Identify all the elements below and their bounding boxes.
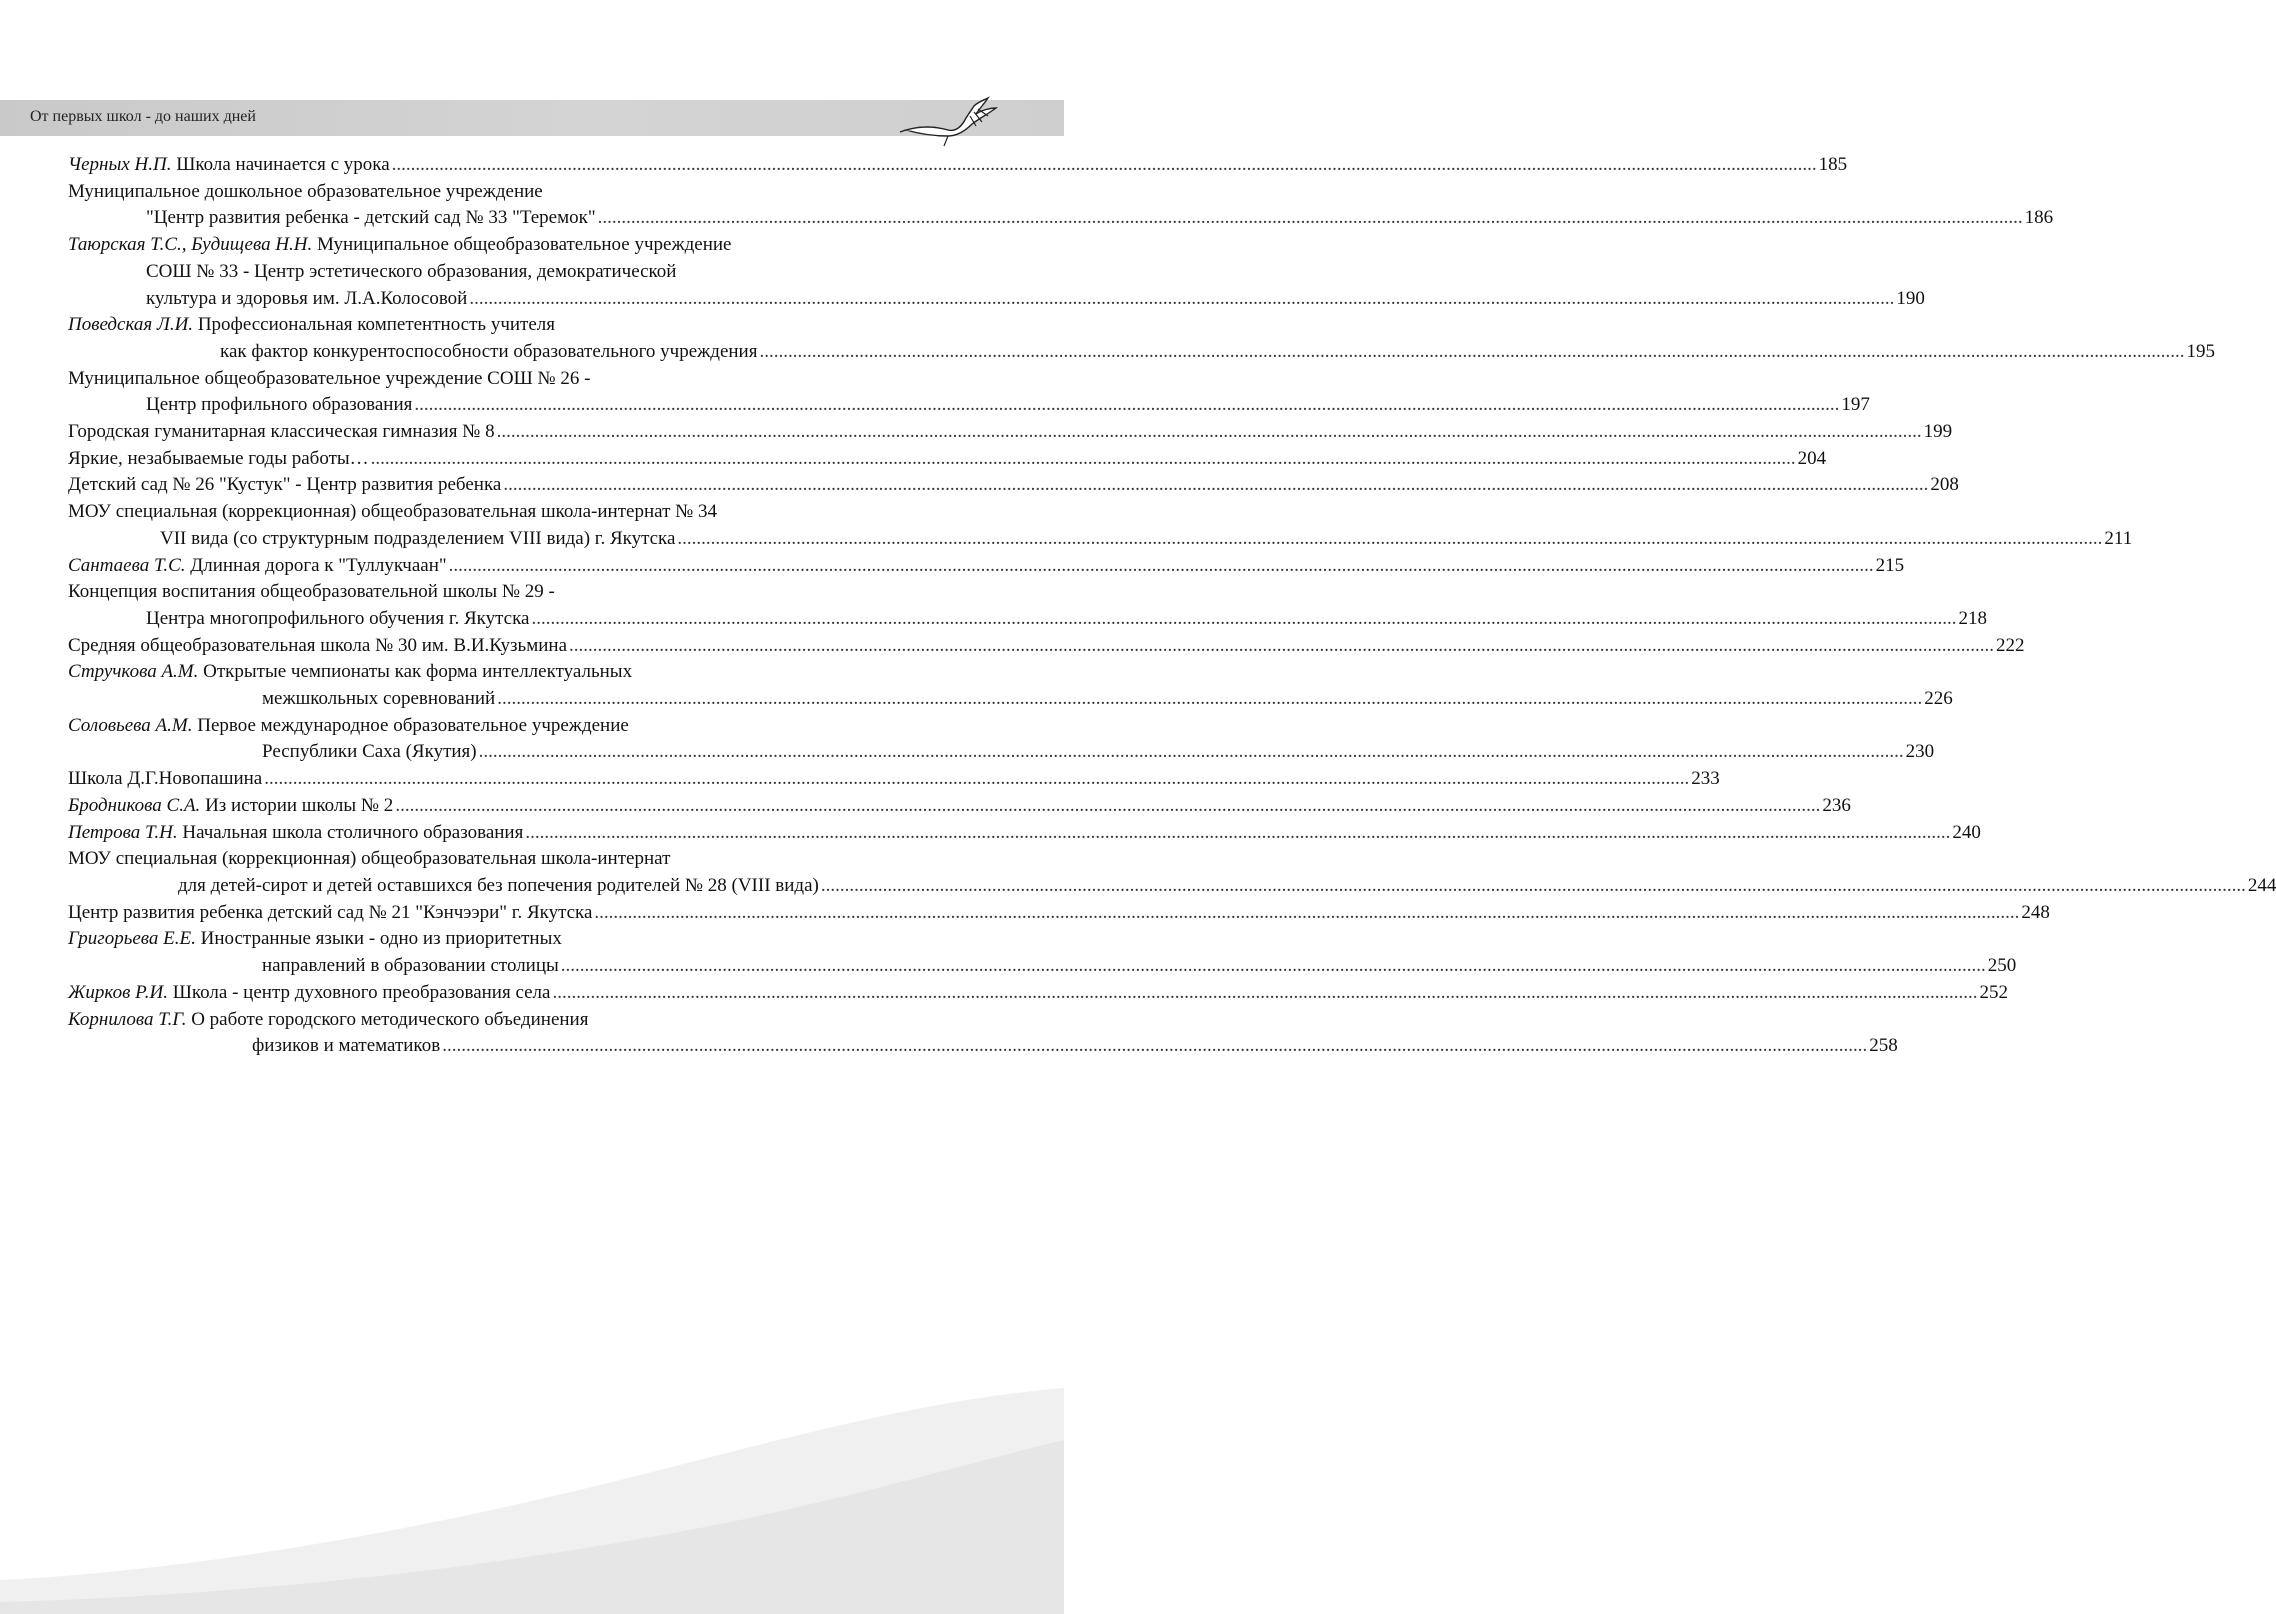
toc-title: МОУ специальная (коррекционная) общеобразовательная школа-интернат № 34 <box>68 501 717 523</box>
toc-line-text <box>68 499 717 526</box>
toc-page-number: 226 <box>1924 688 1953 710</box>
toc-entry <box>68 980 2008 1007</box>
toc-page-number: 208 <box>1930 474 1959 496</box>
toc-leader-dots: ............................................................................................................................................................................................................................................................................................................ <box>478 741 1904 763</box>
toc-page-number: 222 <box>1996 634 2025 656</box>
toc-page-number: 197 <box>1841 394 1870 416</box>
toc-entry <box>68 633 2025 660</box>
toc-title: Иностранные языки - одно из приоритетных <box>200 928 562 950</box>
toc-line-text <box>68 659 632 686</box>
toc-title: Городская гуманитарная классическая гимназия № 8 <box>68 421 495 443</box>
toc-entry <box>68 179 2054 232</box>
toc-page-number: 218 <box>1958 607 1987 629</box>
toc-leader-dots: ............................................................................................................................................................................................................................................................................................................ <box>469 287 1895 309</box>
toc-page-number: 186 <box>2024 207 2054 229</box>
toc-entry <box>68 659 1953 712</box>
toc-title: Школа Д.Г.Новопашина <box>68 768 263 790</box>
toc-leader-dots: ............................................................................................................................................................................................................................................................................................................ <box>820 874 2246 896</box>
toc-line-text <box>68 793 393 820</box>
toc-line-text <box>68 820 523 847</box>
toc-entry <box>68 926 2017 979</box>
toc-leader-dots: ............................................................................................................................................................................................................................................................................................................ <box>594 901 2020 923</box>
toc-line <box>68 900 2050 927</box>
toc-entry <box>68 713 1935 766</box>
toc-page-number: 240 <box>1952 821 1981 843</box>
toc-line-text <box>68 553 447 580</box>
toc-line <box>68 366 992 393</box>
toc-entry <box>68 366 1870 419</box>
toc-line-text <box>146 205 596 232</box>
toc-entry <box>68 419 1953 446</box>
toc-author: Корнилова Т.Г. <box>68 1008 187 1030</box>
toc-line-text <box>160 526 675 553</box>
toc-line-text <box>262 953 559 980</box>
toc-author: Таюрская Т.С., Будищева Н.Н. <box>68 234 313 256</box>
toc-line-text <box>146 286 467 313</box>
toc-line <box>68 392 1870 419</box>
toc-title: Школа - центр духовного преобразования села <box>172 981 551 1003</box>
toc-leader-dots: ............................................................................................................................................................................................................................................................................................................ <box>552 981 1978 1003</box>
toc-leader-dots: ............................................................................................................................................................................................................................................................................................................ <box>442 1035 1868 1057</box>
toc-author: Соловьева А.М. <box>68 714 193 736</box>
toc-line-text <box>220 339 757 366</box>
toc-line <box>68 312 992 339</box>
toc-line-text <box>146 392 412 419</box>
table-of-contents <box>68 152 2276 1060</box>
toc-title: Начальная школа столичного образования <box>182 821 524 843</box>
toc-entry <box>68 766 1720 793</box>
toc-leader-dots: ............................................................................................................................................................................................................................................................................................................ <box>503 474 1929 496</box>
toc-title: СОШ № 33 - Центр эстетического образования, демократической <box>146 260 677 282</box>
toc-line-text <box>262 739 477 766</box>
toc-author: Бродникова С.А. <box>68 794 201 816</box>
toc-leader-dots: ............................................................................................................................................................................................................................................................................................................ <box>531 607 1957 629</box>
toc-line <box>68 926 992 953</box>
toc-leader-dots: ............................................................................................................................................................................................................................................................................................................ <box>597 207 2023 229</box>
toc-page-number: 236 <box>1822 794 1851 816</box>
toc-line <box>68 713 992 740</box>
toc-line <box>68 873 2276 900</box>
toc-entry <box>68 553 1905 580</box>
toc-page-number: 233 <box>1691 768 1720 790</box>
toc-leader-dots: ............................................................................................................................................................................................................................................................................................................ <box>395 794 1821 816</box>
toc-line <box>68 259 992 286</box>
decorative-wave <box>0 1380 1064 1614</box>
toc-title: VII вида (со структурным подразделением VIII вида) г. Якутска <box>160 527 676 549</box>
toc-leader-dots: ............................................................................................................................................................................................................................................................................................................ <box>370 447 1796 469</box>
toc-page-number: 252 <box>1979 981 2008 1003</box>
toc-title: Школа начинается с урока <box>176 154 390 175</box>
toc-line-text <box>68 846 670 873</box>
toc-line <box>68 820 1981 847</box>
toc-page-number: 215 <box>1875 554 1905 576</box>
toc-title: Центр развития ребенка детский сад № 21 "Кэнчээри" г. Якутска <box>68 901 593 923</box>
toc-line <box>68 659 992 686</box>
toc-leader-dots: ............................................................................................................................................................................................................................................................................................................ <box>560 955 1986 977</box>
toc-title: Из истории школы № 2 <box>205 794 394 816</box>
toc-leader-dots: ............................................................................................................................................................................................................................................................................................................ <box>391 154 1817 175</box>
toc-title: межшкольных соревнований <box>262 688 496 710</box>
toc-line <box>68 152 1848 179</box>
toc-line-text <box>68 1007 588 1034</box>
toc-author: Поведская Л.И. <box>68 314 194 336</box>
toc-line-text <box>68 179 543 206</box>
toc-leader-dots: ............................................................................................................................................................................................................................................................................................................ <box>448 554 1874 576</box>
toc-title: О работе городского методического объединения <box>191 1008 589 1030</box>
running-header-title: От первых школ - до наших дней <box>30 108 256 125</box>
toc-line <box>68 739 1935 766</box>
toc-line <box>68 980 2008 1007</box>
toc-author: Григорьева Е.Е. <box>68 928 196 950</box>
toc-entry <box>68 579 1987 632</box>
toc-title: направлений в образовании столицы <box>262 955 559 977</box>
toc-entry <box>68 900 2050 927</box>
stork-logo-icon <box>900 96 1000 148</box>
toc-line-text <box>146 259 676 286</box>
toc-line-text <box>178 873 819 900</box>
toc-title: Центр профильного образования <box>146 394 413 416</box>
toc-line <box>68 553 1905 580</box>
toc-line-text <box>262 686 495 713</box>
toc-leader-dots: ............................................................................................................................................................................................................................................................................................................ <box>759 340 2185 362</box>
toc-line <box>68 953 2017 980</box>
toc-page-number: 185 <box>1818 154 1848 175</box>
toc-title: Муниципальное общеобразовательное учреждение СОШ № 26 - <box>68 367 591 389</box>
toc-title: Муниципальное дошкольное образовательное учреждение <box>68 180 543 202</box>
toc-leader-dots: ............................................................................................................................................................................................................................................................................................................ <box>414 394 1840 416</box>
toc-line <box>68 446 1827 473</box>
toc-line <box>68 606 1987 633</box>
toc-line <box>68 526 2133 553</box>
toc-line <box>68 232 992 259</box>
toc-line-text <box>68 419 495 446</box>
toc-title: Профессиональная компетентность учителя <box>197 314 555 336</box>
toc-title: Первое международное образовательное учреждение <box>197 714 629 736</box>
toc-entry <box>68 312 2215 365</box>
toc-leader-dots: ............................................................................................................................................................................................................................................................................................................ <box>497 688 1923 710</box>
toc-entry <box>68 152 1848 179</box>
toc-page-number: 190 <box>1896 287 1925 309</box>
toc-leader-dots: ............................................................................................................................................................................................................................................................................................................ <box>569 634 1995 656</box>
toc-title: физиков и математиков <box>252 1035 441 1057</box>
toc-entry <box>68 1007 1898 1060</box>
toc-entry <box>68 232 1925 312</box>
toc-title: Центра многопрофильного обучения г. Якутска <box>146 607 530 629</box>
toc-entry <box>68 499 2133 552</box>
toc-line-text <box>252 1033 440 1060</box>
toc-page-number: 230 <box>1905 741 1935 763</box>
toc-line-text <box>68 766 262 793</box>
toc-line-text <box>68 366 590 393</box>
toc-page-number: 211 <box>2104 527 2133 549</box>
toc-page-number: 199 <box>1923 421 1953 443</box>
toc-line-text <box>68 312 555 339</box>
toc-leader-dots: ............................................................................................................................................................................................................................................................................................................ <box>496 421 1922 443</box>
toc-line <box>68 766 1720 793</box>
toc-title: "Центр развития ребенка - детский сад № 33 "Теремок" <box>146 207 596 229</box>
toc-line-text <box>146 606 529 633</box>
toc-line <box>68 286 1925 313</box>
toc-leader-dots: ............................................................................................................................................................................................................................................................................................................ <box>525 821 1951 843</box>
toc-entry <box>68 793 1851 820</box>
toc-leader-dots: ............................................................................................................................................................................................................................................................................................................ <box>677 527 2103 549</box>
toc-entry <box>68 446 1827 473</box>
toc-author: Стручкова А.М. <box>68 661 199 683</box>
toc-author: Петрова Т.Н. <box>68 821 178 843</box>
toc-line-text <box>68 633 567 660</box>
toc-line-text <box>68 472 501 499</box>
toc-title: Республики Саха (Якутия) <box>262 741 477 763</box>
toc-title: Яркие, незабываемые годы работы… <box>68 447 369 469</box>
toc-line-text <box>68 926 562 953</box>
toc-title: Средняя общеобразовательная школа № 30 им. В.И.Кузьмина <box>68 634 568 656</box>
toc-line <box>68 793 1851 820</box>
toc-line <box>68 1033 1898 1060</box>
toc-line <box>68 1007 992 1034</box>
toc-line <box>68 419 1953 446</box>
toc-title: для детей-сирот и детей оставшихся без попечения родителей № 28 (VIII вида) <box>178 874 819 896</box>
toc-page-number: 258 <box>1869 1035 1898 1057</box>
toc-author: Черных Н.П. <box>68 154 172 175</box>
toc-title: Концепция воспитания общеобразовательной школы № 29 - <box>68 581 555 603</box>
toc-line <box>68 579 992 606</box>
toc-leader-dots: ............................................................................................................................................................................................................................................................................................................ <box>264 768 1690 790</box>
toc-line <box>68 499 992 526</box>
toc-title: Открытые чемпионаты как форма интеллектуальных <box>203 661 633 683</box>
toc-page-number: 248 <box>2021 901 2050 923</box>
toc-author: Сантаева Т.С. <box>68 554 186 576</box>
toc-line <box>68 179 992 206</box>
toc-line-text <box>68 446 369 473</box>
toc-line <box>68 686 1953 713</box>
toc-line <box>68 633 2025 660</box>
toc-page-number: 250 <box>1987 955 2017 977</box>
toc-entry <box>68 846 2276 899</box>
toc-line-text <box>68 980 550 1007</box>
toc-title: Детский сад № 26 "Кустук" - Центр развития ребенка <box>68 474 502 496</box>
toc-title: МОУ специальная (коррекционная) общеобразовательная школа-интернат <box>68 848 671 870</box>
toc-page-number: 204 <box>1797 447 1827 469</box>
toc-line-text <box>68 232 731 259</box>
toc-title: культура и здоровья им. Л.А.Колосовой <box>146 287 468 309</box>
toc-line-text <box>68 579 555 606</box>
toc-line-text <box>68 713 629 740</box>
toc-line <box>68 339 2215 366</box>
toc-page-number: 244 <box>2247 874 2276 896</box>
toc-entry <box>68 472 1959 499</box>
toc-line-text <box>68 900 592 927</box>
toc-title: Муниципальное общеобразовательное учреждение <box>317 234 732 256</box>
toc-title: как фактор конкурентоспособности образовательного учреждения <box>220 340 758 362</box>
toc-page-number: 195 <box>2186 340 2215 362</box>
toc-line-text <box>68 152 390 179</box>
toc-line <box>68 846 992 873</box>
toc-entry <box>68 820 1981 847</box>
toc-line <box>68 472 1959 499</box>
toc-line <box>68 205 2054 232</box>
toc-title: Длинная дорога к "Туллукчаан" <box>190 554 447 576</box>
toc-author: Жирков Р.И. <box>68 981 168 1003</box>
